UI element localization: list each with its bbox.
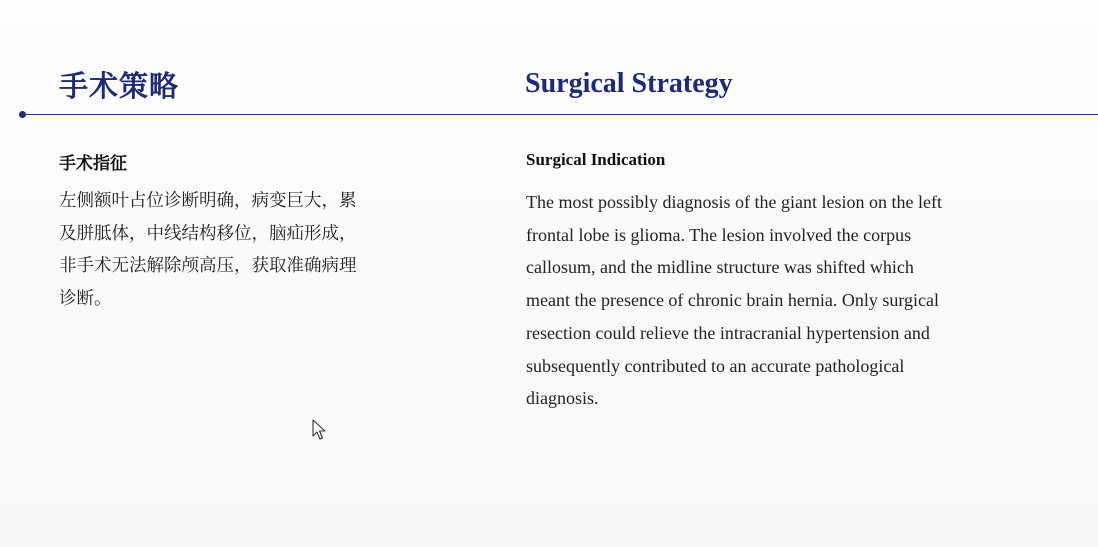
- body-chinese-line: 诊断。: [59, 288, 112, 309]
- body-chinese: [59, 185, 439, 315]
- body-chinese-line: 非手术无法解除颅高压，获取准确病理: [59, 256, 357, 276]
- heading-english: Surgical Indication: [526, 150, 666, 169]
- heading-chinese: 手术指征: [59, 154, 127, 174]
- body-english-line: meant the presence of chronic brain hernia. Only surgical: [526, 290, 940, 311]
- body-chinese-line: 左侧额叶占位诊断明确，病变巨大，累: [59, 191, 357, 211]
- body-english-line: resection could relieve the intracranial hypertension and: [526, 322, 930, 343]
- title-divider: [22, 114, 1098, 115]
- mouse-pointer-icon: [312, 419, 326, 441]
- body-chinese-line: 及胼胝体，中线结构移位，脑疝形成，: [59, 223, 357, 244]
- title-chinese: 手术策略: [59, 69, 180, 103]
- body-english-line: The most possibly diagnosis of the giant lesion on the left: [526, 192, 942, 212]
- body-english-line: subsequently contributed to an accurate pathological: [526, 355, 905, 376]
- body-english: [526, 186, 1026, 415]
- title-english: Surgical Strategy: [525, 68, 733, 99]
- body-english-line: diagnosis.: [526, 388, 599, 409]
- body-english-line: frontal lobe is glioma. The lesion involved the corpus: [526, 224, 912, 245]
- body-english-line: callosum, and the midline structure was shifted which: [526, 257, 914, 278]
